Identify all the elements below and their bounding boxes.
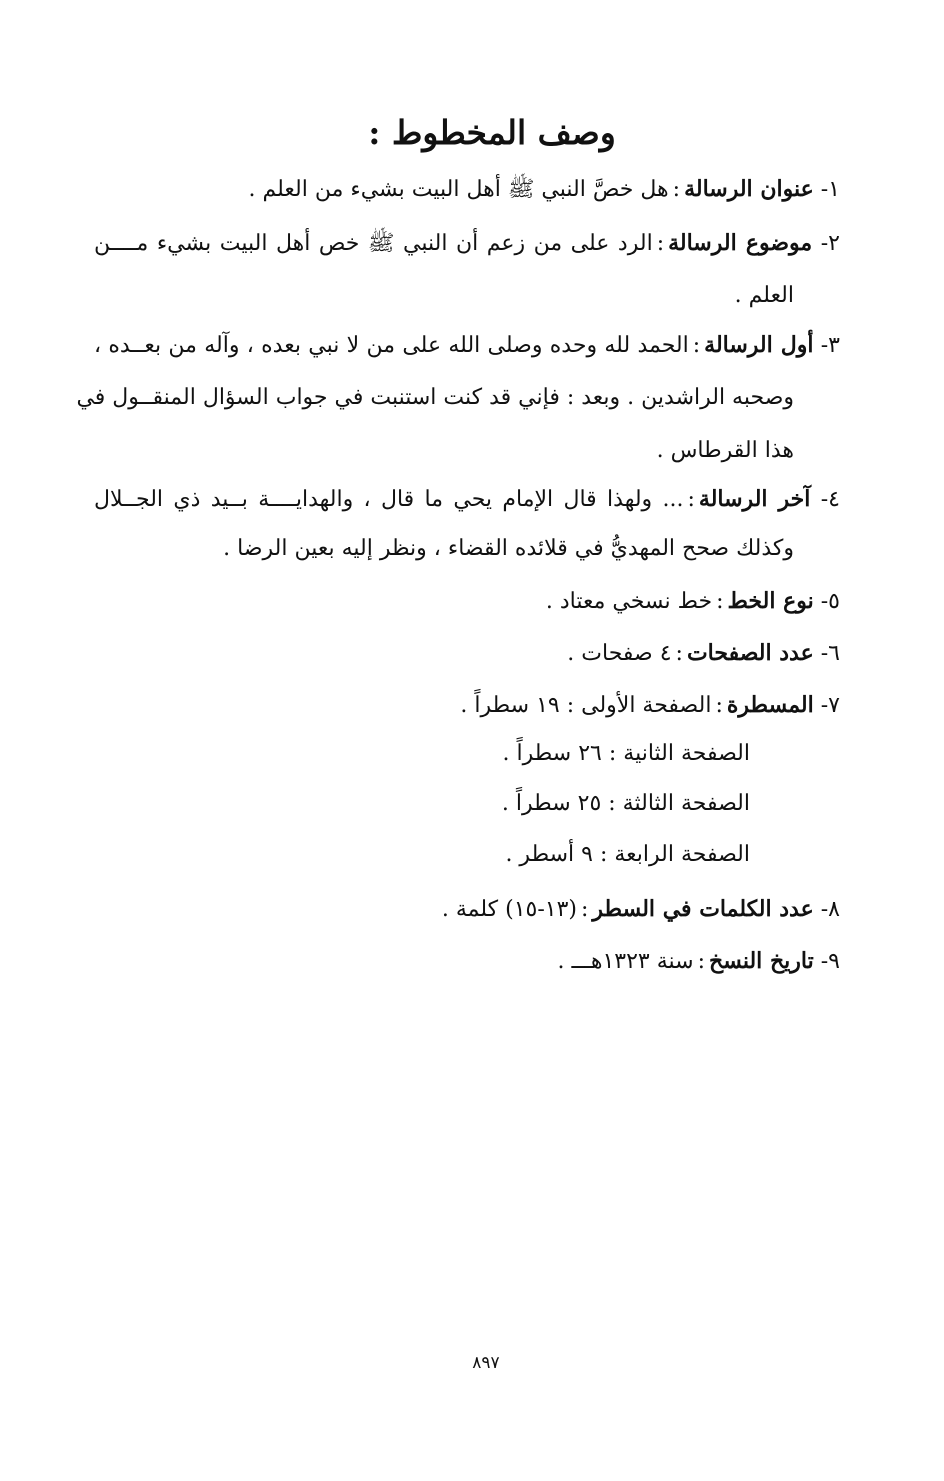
item-value: (١٣-١٥) كلمة . (441, 897, 577, 922)
item-label: عدد الكلمات في السطر (592, 896, 814, 922)
item-title-of-treatise: ١- عنوان الرسالة:هل خصَّ النبي ﷺ أهل البيت بشيء من العلم . (248, 176, 840, 202)
item-number: ٩- (813, 949, 840, 974)
item-label: عدد الصفحات (686, 640, 814, 666)
item-words-per-line: ٨- عدد الكلمات في السطر:(١٣-١٥) كلمة . (441, 896, 840, 922)
item-page-count: ٦- عدد الصفحات:٤ صفحات . (567, 640, 840, 666)
item-label: موضوع الرسالة (668, 230, 813, 256)
item-line-count: ٧- المسطرة:الصفحة الأولى : ١٩ سطراً . (460, 692, 840, 718)
item-subject-of-treatise: ٢- موضوع الرسالة:الرد على من زعم أن النبي ﷺ خص أهل البيت بشيء مــــن (94, 230, 840, 256)
page-number: ٨٩٧ (472, 1353, 500, 1373)
item-value-continuation: الصفحة الثالثة : ٢٥ سطراً . (501, 791, 750, 816)
page-title: وصف المخطوط : (368, 113, 616, 152)
item-label: تاريخ النسخ (709, 948, 814, 974)
item-value-continuation: العلم . (734, 283, 794, 308)
item-label: آخر الرسالة (698, 486, 811, 512)
item-value-continuation: وصحبه الراشدين . وبعد : فإني قد كنت استنبت في جواب السؤال المنقــول في (76, 385, 794, 410)
item-number: ١- (813, 177, 840, 202)
item-number: ٢- (812, 231, 840, 256)
item-copy-date: ٩- تاريخ النسخ:سنة ١٣٢٣هـــ . (557, 948, 840, 974)
item-value: الصفحة الأولى : ١٩ سطراً . (460, 693, 712, 718)
item-value: ... ولهذا قال الإمام يحي ما قال ، والهدايــــة بــيد ذي الجــلال (94, 487, 684, 512)
item-label: نوع الخط (727, 588, 814, 614)
item-number: ٦- (813, 641, 840, 666)
item-value: هل خصَّ النبي ﷺ أهل البيت بشيء من العلم . (248, 177, 669, 202)
item-value: الحمد لله وحده وصلى الله على من لا نبي بعده ، وآله من بعــده ، (94, 333, 689, 358)
item-number: ٨- (813, 897, 840, 922)
item-beginning-of-treatise: ٣- أول الرسالة:الحمد لله وحده وصلى الله على من لا نبي بعده ، وآله من بعــده ، (94, 332, 840, 358)
item-value: خط نسخي معتاد . (545, 589, 713, 614)
item-value: سنة ١٣٢٣هـــ . (557, 949, 694, 974)
item-value-continuation: وكذلك صحح المهديُّ في قلائده القضاء ، ونظر إليه بعين الرضا . (223, 536, 794, 561)
item-number: ٣- (813, 333, 840, 358)
item-number: ٤- (810, 487, 840, 512)
item-value: ٤ صفحات . (567, 641, 672, 666)
item-value-continuation: هذا القرطاس . (656, 438, 794, 463)
item-script-type: ٥- نوع الخط:خط نسخي معتاد . (545, 588, 840, 614)
item-label: المسطرة (726, 692, 814, 718)
item-number: ٥- (813, 589, 840, 614)
item-number: ٧- (813, 693, 840, 718)
item-value: الرد على من زعم أن النبي ﷺ خص أهل البيت بشيء مــــن (94, 231, 653, 256)
item-label: عنوان الرسالة (684, 176, 814, 202)
item-value-continuation: الصفحة الثانية : ٢٦ سطراً . (502, 741, 750, 766)
item-label: أول الرسالة (704, 332, 814, 358)
item-value-continuation: الصفحة الرابعة : ٩ أسطر . (505, 842, 750, 867)
item-end-of-treatise: ٤- آخر الرسالة:... ولهذا قال الإمام يحي ما قال ، والهدايــــة بــيد ذي الجــلال (94, 486, 840, 512)
